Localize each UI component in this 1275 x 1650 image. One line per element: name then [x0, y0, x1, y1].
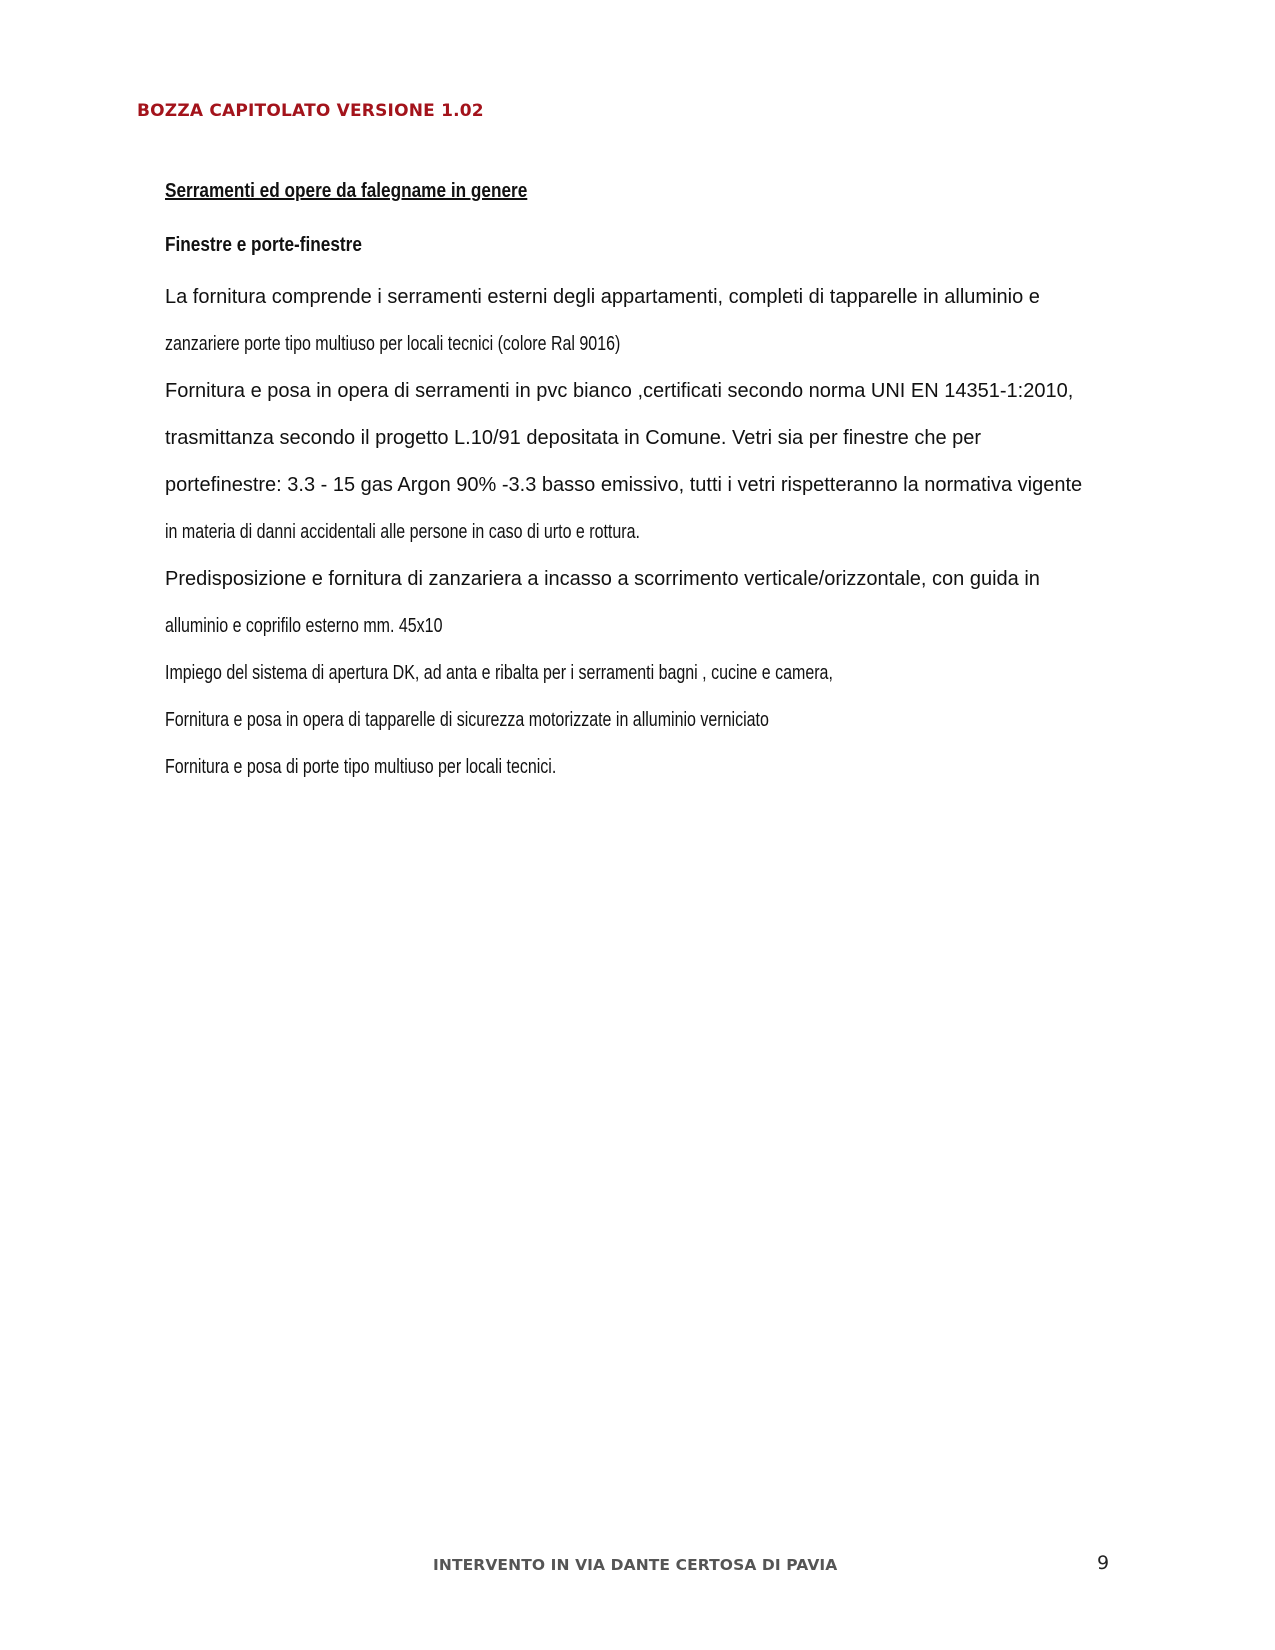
subsection-title: Finestre e porte-finestre: [165, 234, 362, 256]
body-line: Impiego del sistema di apertura DK, ad anta e ribalta per i serramenti bagni , cucine e camera,: [165, 662, 833, 684]
footer-text: INTERVENTO IN VIA DANTE CERTOSA DI PAVIA: [433, 1556, 838, 1574]
body-text: [165, 274, 1110, 791]
body-line: portefinestre: 3.3 - 15 gas Argon 90% -3.3 basso emissivo, tutti i vetri rispetteranno la normativa vigente: [165, 474, 1083, 496]
body-line: Fornitura e posa in opera di tapparelle di sicurezza motorizzate in alluminio verniciato: [165, 709, 769, 731]
body-line: alluminio e coprifilo esterno mm. 45x10: [165, 615, 443, 637]
section-title: Serramenti ed opere da falegname in genere: [165, 180, 528, 202]
document-content: [165, 174, 1110, 791]
body-line: zanzariere porte tipo multiuso per locali tecnici (colore Ral 9016): [165, 333, 621, 355]
body-line: Fornitura e posa in opera di serramenti in pvc bianco ,certificati secondo norma UNI EN 14351-1:2010,: [165, 380, 1074, 402]
body-line: trasmittanza secondo il progetto L.10/91 depositata in Comune. Vetri sia per finestre che per: [165, 427, 982, 449]
page-number: 9: [1097, 1552, 1110, 1574]
body-line: La fornitura comprende i serramenti esterni degli appartamenti, completi di tapparelle in alluminio e: [165, 286, 1040, 308]
body-line: in materia di danni accidentali alle persone in caso di urto e rottura.: [165, 521, 640, 543]
body-line: Predisposizione e fornitura di zanzariera a incasso a scorrimento verticale/orizzontale, con guida in: [165, 568, 1040, 590]
document-header-title: BOZZA CAPITOLATO VERSIONE 1.02: [137, 101, 484, 121]
body-line: Fornitura e posa di porte tipo multiuso per locali tecnici.: [165, 756, 557, 778]
